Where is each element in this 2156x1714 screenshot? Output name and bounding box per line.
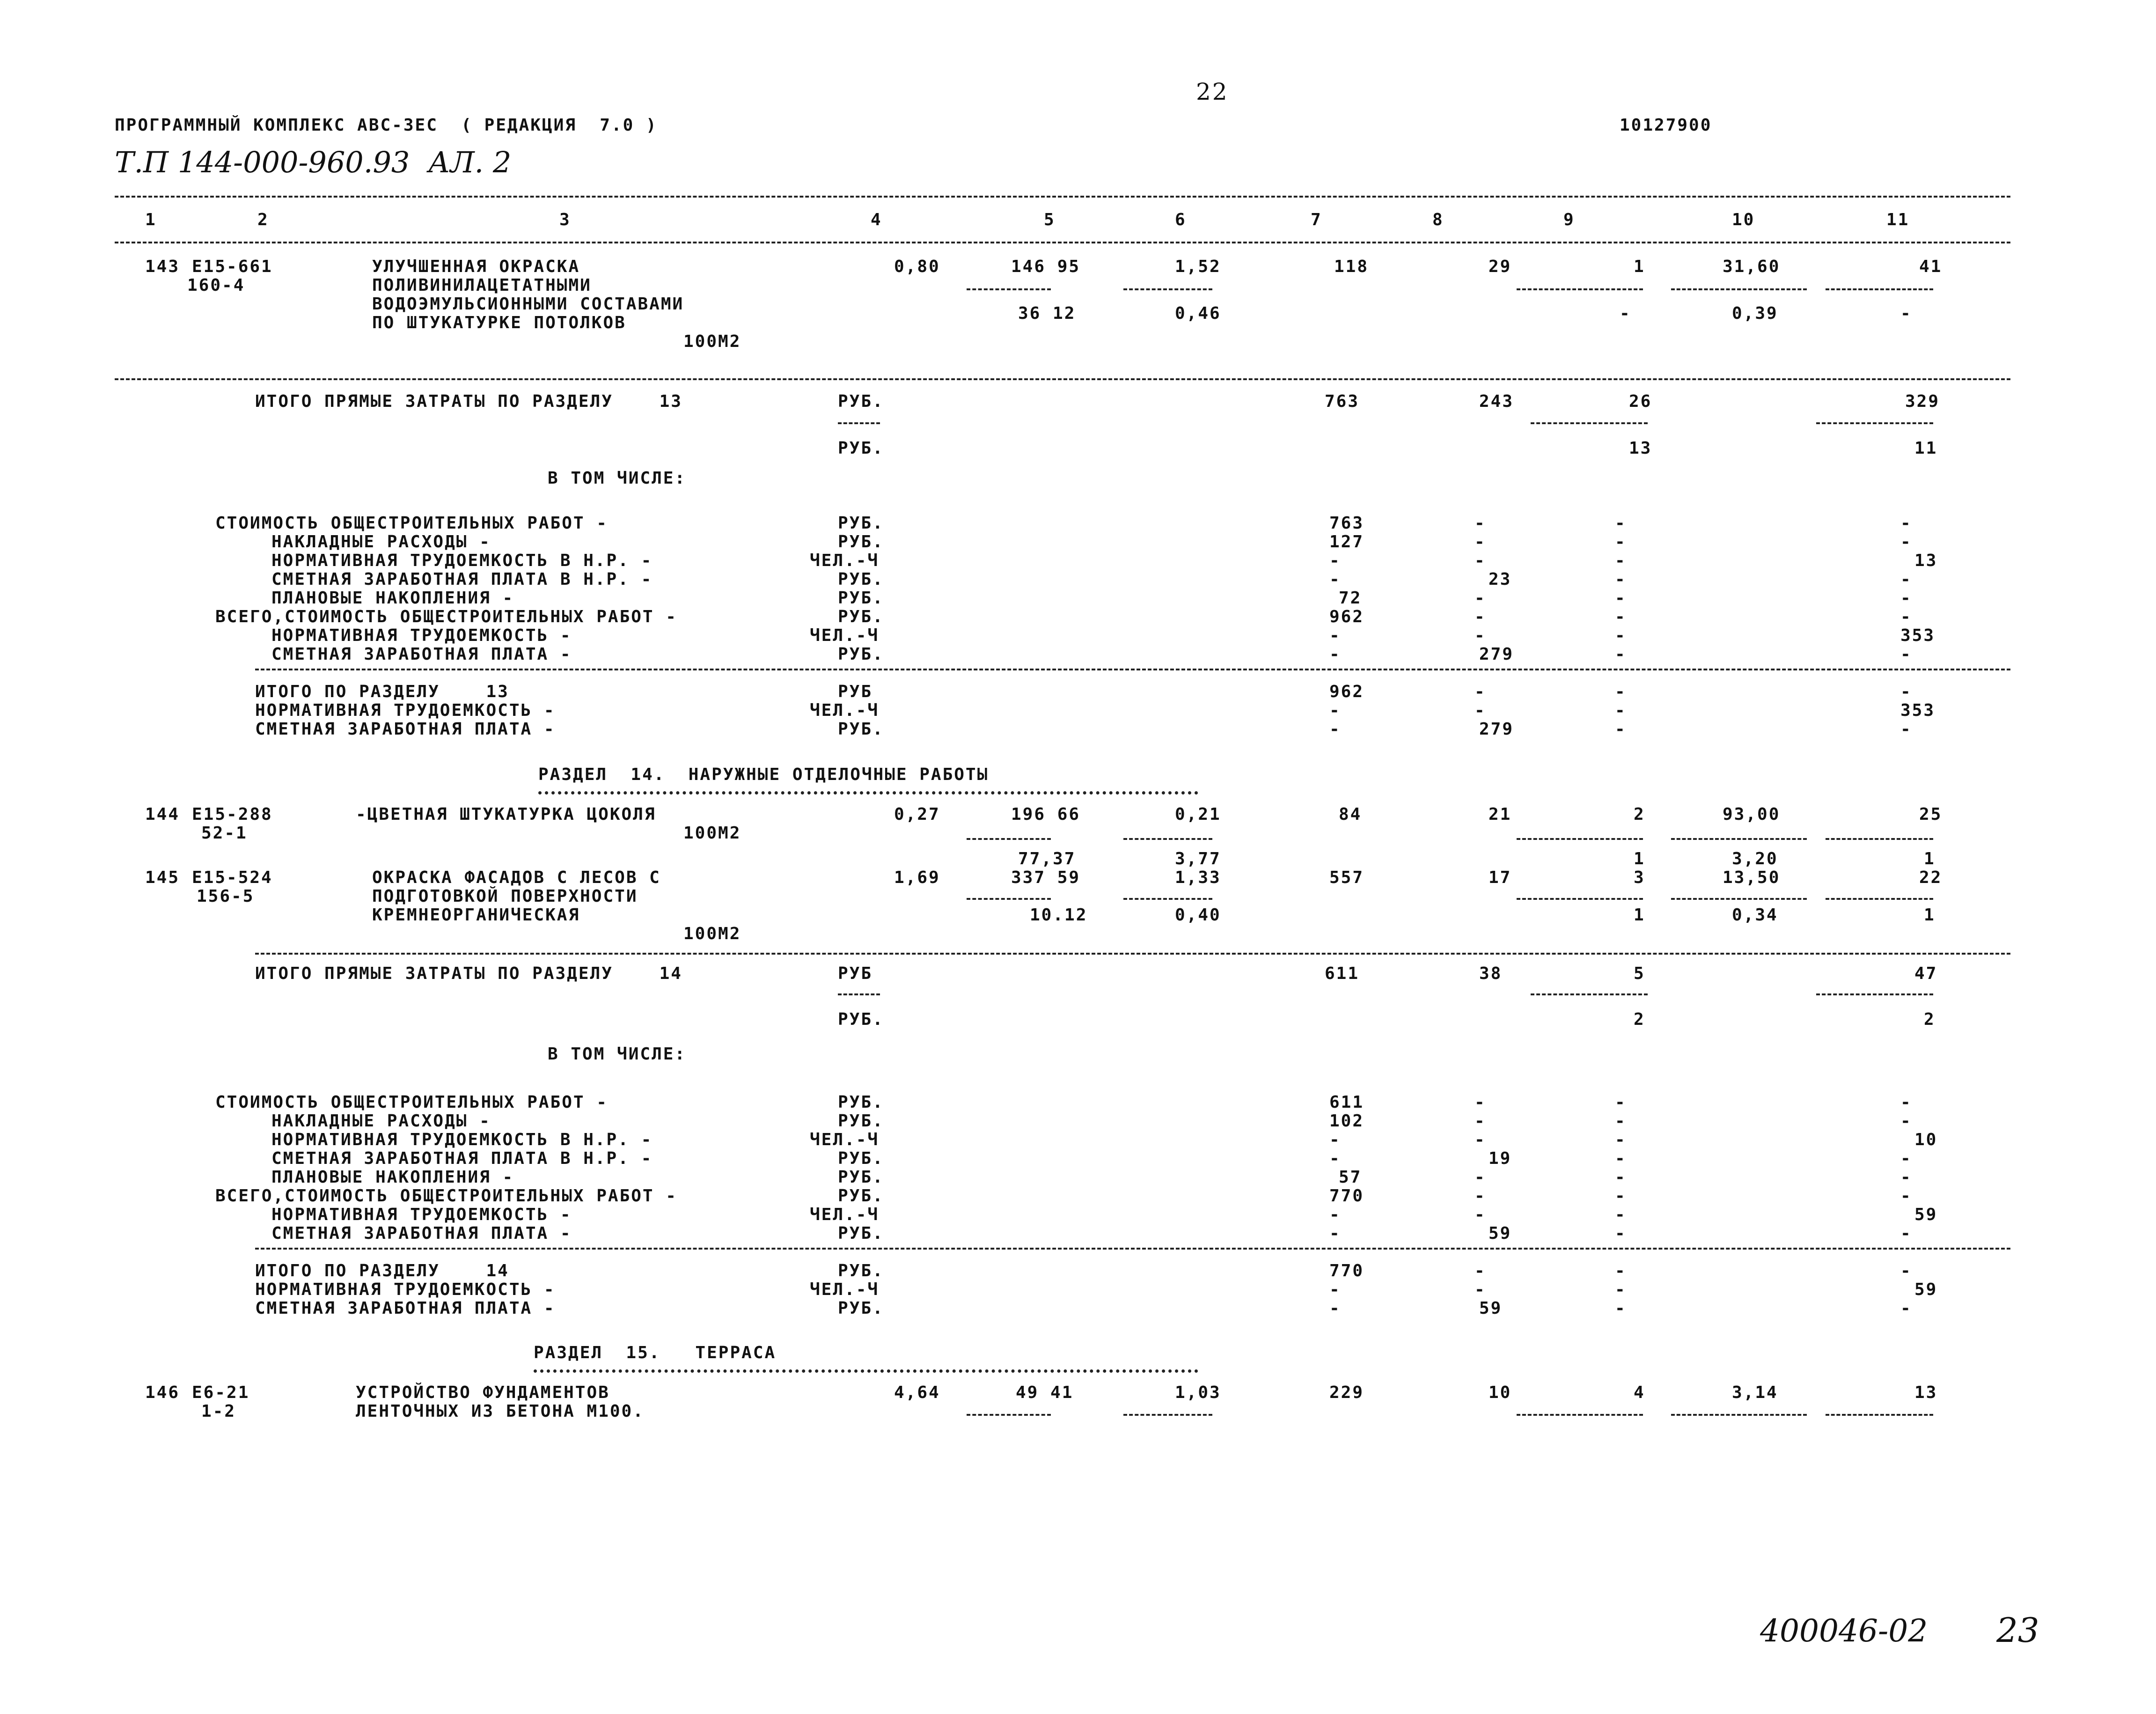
section-total-value-11: 353	[1900, 701, 1936, 720]
summary-row-value-11: 353	[1900, 626, 1936, 645]
section-total-value-9: -	[1615, 1299, 1627, 1318]
item-unit-price-sub: 36 12	[1018, 304, 1076, 323]
summary-row-unit: РУБ.	[838, 588, 884, 608]
column-header-2: 2	[257, 210, 269, 229]
summary-row-value-9: -	[1615, 588, 1627, 608]
item-number: 143	[145, 257, 180, 276]
summary-row-value-7: 127	[1329, 532, 1364, 552]
direct-costs-last-sub: 11	[1914, 439, 1938, 458]
summary-row-value-8: -	[1474, 1093, 1486, 1112]
direct-costs-unit: РУБ.	[838, 392, 884, 411]
section-total-value-8: 59	[1479, 1299, 1503, 1318]
item-total: 118	[1334, 257, 1369, 276]
section-total-value-9: -	[1615, 682, 1627, 701]
item-subrule	[1826, 838, 1933, 840]
summary-row-value-11: 13	[1914, 551, 1938, 570]
summary-row-value-8: -	[1474, 532, 1486, 552]
section-total-value-8: -	[1474, 1261, 1486, 1280]
summary-row-value-11: -	[1900, 514, 1912, 533]
item-description-line: ВОДОЭМУЛЬСИОННЫМИ СОСТАВАМИ	[372, 294, 684, 314]
item-unit: 100М2	[683, 332, 741, 351]
section-total-value-8: -	[1474, 1280, 1486, 1299]
direct-costs-machines-sub: 2	[1634, 1010, 1645, 1029]
item-description-line: УСТРОЙСТВО ФУНДАМЕНТОВ	[356, 1383, 610, 1402]
summary-row-value-7: -	[1329, 551, 1341, 570]
direct-costs-last-sub: 2	[1924, 1010, 1936, 1029]
summary-row-value-9: -	[1615, 1224, 1627, 1243]
summary-row-value-8: -	[1474, 588, 1486, 608]
unit-underline	[838, 422, 880, 424]
item-description-line: КРЕМНЕОРГАНИЧЕСКАЯ	[372, 905, 580, 925]
summary-row-label: НОРМАТИВНАЯ ТРУДОЕМКОСТЬ -	[271, 626, 572, 645]
including-heading: В ТОМ ЧИСЛЕ:	[548, 469, 687, 488]
item-subrule	[1671, 288, 1807, 290]
item-labor-sub: 0,40	[1175, 905, 1221, 925]
item-last-column-sub: -	[1900, 304, 1912, 323]
section-total-value-8: 279	[1479, 720, 1514, 739]
page-number: 22	[1196, 78, 1229, 105]
summary-row-value-7: 72	[1339, 588, 1362, 608]
item-machine-labor-sub: 0,34	[1732, 905, 1778, 925]
item-wage: 21	[1489, 805, 1512, 824]
section-total-value-8: -	[1474, 701, 1486, 720]
item-machine-labor: 93,00	[1723, 805, 1781, 824]
item-unit-price: 146 95	[1011, 257, 1081, 276]
item-subrule	[1517, 838, 1643, 840]
item-machine-labor-sub: 0,39	[1732, 304, 1778, 323]
column-header-7: 7	[1311, 210, 1322, 229]
column-header-bottom-rule	[115, 242, 2010, 243]
summary-row-value-8: -	[1474, 1186, 1486, 1206]
summary-row-value-7: 962	[1329, 607, 1364, 626]
column-header-6: 6	[1175, 210, 1187, 229]
item-last-column: 41	[1919, 257, 1943, 276]
item-labor: 1,33	[1175, 868, 1221, 887]
section-total-value-11: -	[1900, 1299, 1912, 1318]
item-wage: 29	[1489, 257, 1512, 276]
item-machines: 4	[1634, 1383, 1645, 1402]
column-header-10: 10	[1732, 210, 1755, 229]
summary-row-unit: РУБ.	[838, 607, 884, 626]
section-total-value-11: -	[1900, 682, 1912, 701]
summary-row-value-7: 57	[1339, 1168, 1362, 1187]
section-total-label: НОРМАТИВНАЯ ТРУДОЕМКОСТЬ -	[255, 1280, 556, 1299]
summary-row-value-11: -	[1900, 645, 1912, 664]
summary-row-value-8: 19	[1489, 1149, 1512, 1168]
item-subrule	[967, 838, 1051, 840]
item-quantity: 0,27	[894, 805, 940, 824]
item-labor: 0,21	[1175, 805, 1221, 824]
item-last-column: 22	[1919, 868, 1943, 887]
section-14-heading: РАЗДЕЛ 14. НАРУЖНЫЕ ОТДЕЛОЧНЫЕ РАБОТЫ	[538, 765, 989, 784]
summary-row-unit: ЧЕЛ.-Ч	[810, 1205, 880, 1224]
summary-row-value-9: -	[1615, 626, 1627, 645]
item-machine-labor: 13,50	[1723, 868, 1781, 887]
item-subrule	[1123, 288, 1212, 290]
direct-costs-subrule	[1531, 422, 1648, 424]
archive-stamp: 400046-02	[1760, 1613, 1928, 1649]
program-title: ПРОГРАММНЫЙ КОМПЛЕКС АВС-ЗЕС ( РЕДАКЦИЯ 7.0 )	[115, 116, 658, 135]
item-description-line: ПОЛИВИНИЛАЦЕТАТНЫМИ	[372, 276, 592, 295]
item-unit-price: 49 41	[1016, 1383, 1074, 1402]
summary-row-value-9: -	[1615, 514, 1627, 533]
section-14-underline	[538, 791, 1198, 794]
summary-row-value-9: -	[1615, 607, 1627, 626]
column-header-3: 3	[559, 210, 571, 229]
summary-row-value-8: -	[1474, 1168, 1486, 1187]
item-subrule	[967, 1414, 1051, 1416]
item-number: 145	[145, 868, 180, 887]
item-code: Е15-288	[192, 805, 273, 824]
item-description-line: ЛЕНТОЧНЫХ ИЗ БЕТОНА М100.	[356, 1402, 645, 1421]
item-machines: 1	[1634, 257, 1645, 276]
summary-row-value-11: -	[1900, 1149, 1912, 1168]
summary-row-unit: РУБ.	[838, 1224, 884, 1243]
summary-row-unit: ЧЕЛ.-Ч	[810, 1130, 880, 1149]
item-subrule	[967, 288, 1051, 290]
section-total-value-9: -	[1615, 720, 1627, 739]
summary-row-value-8: -	[1474, 551, 1486, 570]
item-wage: 10	[1489, 1383, 1512, 1402]
item-unit-price-sub: 10.12	[1030, 905, 1088, 925]
column-header-1: 1	[145, 210, 157, 229]
column-header-8: 8	[1432, 210, 1444, 229]
section-13-rule	[115, 378, 2010, 380]
summary-row-value-9: -	[1615, 1111, 1627, 1131]
summary-row-value-9: -	[1615, 645, 1627, 664]
column-header-11: 11	[1886, 210, 1910, 229]
item-last-column: 25	[1919, 805, 1943, 824]
direct-costs-wage: 38	[1479, 964, 1503, 983]
summary-row-value-7: -	[1329, 1130, 1341, 1149]
item-subrule	[1517, 898, 1643, 900]
item-last-column: 13	[1914, 1383, 1938, 1402]
column-header-9: 9	[1563, 210, 1575, 229]
direct-costs-subrule	[1531, 993, 1648, 995]
summary-row-value-8: 59	[1489, 1224, 1512, 1243]
item-description-line: ПО ШТУКАТУРКЕ ПОТОЛКОВ	[372, 313, 626, 332]
section-total-value-11: -	[1900, 1261, 1912, 1280]
item-description-line: УЛУЧШЕННАЯ ОКРАСКА	[372, 257, 580, 276]
summary-row-value-11: -	[1900, 588, 1912, 608]
item-number: 146	[145, 1383, 180, 1402]
section-total-value-7: 770	[1329, 1261, 1364, 1280]
item-subcode: 52-1	[201, 824, 248, 843]
summary-row-unit: РУБ.	[838, 1111, 884, 1131]
summary-row-unit: РУБ.	[838, 645, 884, 664]
including-heading: В ТОМ ЧИСЛЕ:	[548, 1045, 687, 1064]
summary-row-unit: РУБ.	[838, 570, 884, 589]
item-subrule	[1671, 1414, 1807, 1416]
summary-row-value-11: -	[1900, 1168, 1912, 1187]
section-total-unit: РУБ.	[838, 1261, 884, 1280]
item-subrule	[1671, 898, 1807, 900]
section-total-value-7: 962	[1329, 682, 1364, 701]
section-total-label: СМЕТНАЯ ЗАРАБОТНАЯ ПЛАТА -	[255, 720, 556, 739]
summary-row-label: НОРМАТИВНАЯ ТРУДОЕМКОСТЬ В Н.Р. -	[271, 1130, 653, 1149]
item-description-line: -ЦВЕТНАЯ ШТУКАТУРКА ЦОКОЛЯ	[356, 805, 656, 824]
item-last-column-sub: 1	[1924, 849, 1936, 868]
summary-row-value-11: -	[1900, 607, 1912, 626]
summary-row-value-9: -	[1615, 570, 1627, 589]
direct-costs-machines: 5	[1634, 964, 1645, 983]
item-labor-sub: 3,77	[1175, 849, 1221, 868]
item-description-line: ПОДГОТОВКОЙ ПОВЕРХНОСТИ	[372, 887, 638, 906]
summary-row-label: ВСЕГО,СТОИМОСТЬ ОБЩЕСТРОИТЕЛЬНЫХ РАБОТ -	[215, 607, 677, 626]
summary-row-label: СМЕТНАЯ ЗАРАБОТНАЯ ПЛАТА -	[271, 645, 572, 664]
section-15-heading: РАЗДЕЛ 15. ТЕРРАСА	[534, 1343, 777, 1362]
direct-costs-total: 611	[1325, 964, 1360, 983]
section-total-value-7: -	[1329, 720, 1341, 739]
item-subrule	[967, 898, 1051, 900]
summary-row-value-8: -	[1474, 626, 1486, 645]
summary-row-value-11: -	[1900, 532, 1912, 552]
item-wage: 17	[1489, 868, 1512, 887]
summary-row-value-7: -	[1329, 1224, 1341, 1243]
summary-row-label: НАКЛАДНЫЕ РАСХОДЫ -	[271, 1111, 491, 1131]
section-15-underline	[534, 1369, 1198, 1373]
item-machines-sub: 1	[1634, 849, 1645, 868]
item-subcode: 160-4	[187, 276, 245, 295]
summary-row-unit: ЧЕЛ.-Ч	[810, 626, 880, 645]
summary-row-value-9: -	[1615, 532, 1627, 552]
item-number: 144	[145, 805, 180, 824]
summary-row-value-9: -	[1615, 551, 1627, 570]
summary-row-unit: РУБ.	[838, 532, 884, 552]
summary-row-label: СТОИМОСТЬ ОБЩЕСТРОИТЕЛЬНЫХ РАБОТ -	[215, 514, 608, 533]
section-total-value-7: -	[1329, 1299, 1341, 1318]
item-machine-labor: 31,60	[1723, 257, 1781, 276]
summary-row-value-7: -	[1329, 1149, 1341, 1168]
summary-row-value-7: 102	[1329, 1111, 1364, 1131]
item-quantity: 0,80	[894, 257, 940, 276]
item-labor: 1,52	[1175, 257, 1221, 276]
summary-row-unit: РУБ.	[838, 514, 884, 533]
summary-row-value-7: -	[1329, 645, 1341, 664]
item-subcode: 156-5	[197, 887, 255, 906]
item-total: 229	[1329, 1383, 1364, 1402]
section-total-label: СМЕТНАЯ ЗАРАБОТНАЯ ПЛАТА -	[255, 1299, 556, 1318]
summary-row-unit: РУБ.	[838, 1168, 884, 1187]
item-labor: 1,03	[1175, 1383, 1221, 1402]
summary-row-label: ПЛАНОВЫЕ НАКОПЛЕНИЯ -	[271, 1168, 514, 1187]
section-total-label: НОРМАТИВНАЯ ТРУДОЕМКОСТЬ -	[255, 701, 556, 720]
direct-costs-unit-2: РУБ.	[838, 1010, 884, 1029]
summary-row-value-7: -	[1329, 626, 1341, 645]
summary-row-value-8: -	[1474, 1130, 1486, 1149]
item-subcode: 1-2	[201, 1402, 236, 1421]
section-total-value-9: -	[1615, 701, 1627, 720]
summary-row-value-9: -	[1615, 1205, 1627, 1224]
summary-row-unit: РУБ.	[838, 1149, 884, 1168]
item-subrule	[1826, 1414, 1933, 1416]
item-subrule	[1826, 288, 1933, 290]
summary-row-label: СТОИМОСТЬ ОБЩЕСТРОИТЕЛЬНЫХ РАБОТ -	[215, 1093, 608, 1112]
sheet-number: 23	[1996, 1611, 2039, 1650]
section-total-value-9: -	[1615, 1261, 1627, 1280]
summary-row-value-9: -	[1615, 1168, 1627, 1187]
item-subrule	[1517, 288, 1643, 290]
item-machines-sub: -	[1620, 304, 1631, 323]
item-machine-labor: 3,14	[1732, 1383, 1778, 1402]
summary-row-label: СМЕТНАЯ ЗАРАБОТНАЯ ПЛАТА -	[271, 1224, 572, 1243]
section-total-value-9: -	[1615, 1280, 1627, 1299]
direct-costs-last: 329	[1905, 392, 1940, 411]
direct-costs-machines-sub: 13	[1629, 439, 1652, 458]
handwritten-reference: Т.П 144-000-960.93 АЛ. 2	[115, 145, 512, 179]
item-subrule	[1826, 898, 1933, 900]
summary-row-unit: РУБ.	[838, 1186, 884, 1206]
item-labor-sub: 0,46	[1175, 304, 1221, 323]
summary-row-value-11: 59	[1914, 1205, 1938, 1224]
summary-row-unit: РУБ.	[838, 1093, 884, 1112]
column-header-4: 4	[871, 210, 882, 229]
section-total-label: ИТОГО ПО РАЗДЕЛУ 13	[255, 682, 509, 701]
item-unit: 100М2	[683, 924, 741, 943]
item-total: 557	[1329, 868, 1364, 887]
section-total-unit: РУБ	[838, 682, 873, 701]
column-header-5: 5	[1044, 210, 1056, 229]
item-unit: 100М2	[683, 824, 741, 843]
summary-row-value-7: 763	[1329, 514, 1364, 533]
item-code: Е15-524	[192, 868, 273, 887]
summary-row-value-8: -	[1474, 1205, 1486, 1224]
item-code: Е15-661	[192, 257, 273, 276]
unit-underline	[838, 993, 880, 995]
section-total-value-11: 59	[1914, 1280, 1938, 1299]
section-total-unit: ЧЕЛ.-Ч	[810, 1280, 880, 1299]
summary-row-value-7: -	[1329, 570, 1341, 589]
direct-costs-last: 47	[1914, 964, 1938, 983]
summary-row-unit: ЧЕЛ.-Ч	[810, 551, 880, 570]
item-unit-price: 337 59	[1011, 868, 1081, 887]
section-total-value-8: -	[1474, 682, 1486, 701]
item-code: Е6-21	[192, 1383, 250, 1402]
direct-costs-machines: 26	[1629, 392, 1652, 411]
summary-row-value-11: -	[1900, 1186, 1912, 1206]
summary-row-value-8: -	[1474, 514, 1486, 533]
section-13-total-rule	[255, 669, 2010, 670]
summary-row-value-11: -	[1900, 570, 1912, 589]
item-total: 84	[1339, 805, 1362, 824]
summary-row-label: ПЛАНОВЫЕ НАКОПЛЕНИЯ -	[271, 588, 514, 608]
summary-row-value-9: -	[1615, 1130, 1627, 1149]
summary-row-value-8: 279	[1479, 645, 1514, 664]
summary-row-value-8: -	[1474, 607, 1486, 626]
item-quantity: 4,64	[894, 1383, 940, 1402]
summary-row-value-11: 10	[1914, 1130, 1938, 1149]
summary-row-label: ВСЕГО,СТОИМОСТЬ ОБЩЕСТРОИТЕЛЬНЫХ РАБОТ -	[215, 1186, 677, 1206]
direct-costs-total: 763	[1325, 392, 1360, 411]
direct-costs-wage: 243	[1479, 392, 1514, 411]
item-description-line: ОКРАСКА ФАСАДОВ С ЛЕСОВ С	[372, 868, 661, 887]
column-header-top-rule	[115, 196, 2010, 198]
section-total-value-7: -	[1329, 1280, 1341, 1299]
summary-row-label: СМЕТНАЯ ЗАРАБОТНАЯ ПЛАТА В Н.Р. -	[271, 570, 653, 589]
summary-row-value-7: -	[1329, 1205, 1341, 1224]
item-unit-price-sub: 77,37	[1018, 849, 1076, 868]
summary-row-value-11: -	[1900, 1224, 1912, 1243]
section-14-total-rule	[255, 1248, 2010, 1250]
direct-costs-subrule	[1816, 422, 1933, 424]
summary-row-value-8: -	[1474, 1111, 1486, 1131]
section-14-rule	[255, 953, 2010, 955]
direct-costs-unit-2: РУБ.	[838, 439, 884, 458]
summary-row-label: НОРМАТИВНАЯ ТРУДОЕМКОСТЬ В Н.Р. -	[271, 551, 653, 570]
direct-costs-label: ИТОГО ПРЯМЫЕ ЗАТРАТЫ ПО РАЗДЕЛУ 13	[255, 392, 682, 411]
summary-row-label: НОРМАТИВНАЯ ТРУДОЕМКОСТЬ -	[271, 1205, 572, 1224]
item-subrule	[1123, 838, 1212, 840]
summary-row-value-8: 23	[1489, 570, 1512, 589]
item-subrule	[1123, 898, 1212, 900]
summary-row-value-9: -	[1615, 1093, 1627, 1112]
item-subrule	[1123, 1414, 1212, 1416]
summary-row-value-7: 770	[1329, 1186, 1364, 1206]
item-last-column-sub: 1	[1924, 905, 1936, 925]
item-unit-price: 196 66	[1011, 805, 1081, 824]
section-total-value-11: -	[1900, 720, 1912, 739]
section-total-unit: РУБ.	[838, 1299, 884, 1318]
item-subrule	[1671, 838, 1807, 840]
item-machines-sub: 1	[1634, 905, 1645, 925]
direct-costs-unit: РУБ	[838, 964, 873, 983]
summary-row-value-11: -	[1900, 1093, 1912, 1112]
item-quantity: 1,69	[894, 868, 940, 887]
summary-row-value-9: -	[1615, 1186, 1627, 1206]
summary-row-value-9: -	[1615, 1149, 1627, 1168]
direct-costs-label: ИТОГО ПРЯМЫЕ ЗАТРАТЫ ПО РАЗДЕЛУ 14	[255, 964, 682, 983]
summary-row-label: НАКЛАДНЫЕ РАСХОДЫ -	[271, 532, 491, 552]
summary-row-value-11: -	[1900, 1111, 1912, 1131]
item-machine-labor-sub: 3,20	[1732, 849, 1778, 868]
document-id: 10127900	[1620, 116, 1712, 135]
section-total-unit: РУБ.	[838, 720, 884, 739]
direct-costs-subrule	[1816, 993, 1933, 995]
summary-row-value-7: 611	[1329, 1093, 1364, 1112]
item-machines: 3	[1634, 868, 1645, 887]
section-total-unit: ЧЕЛ.-Ч	[810, 701, 880, 720]
section-total-value-7: -	[1329, 701, 1341, 720]
item-machines: 2	[1634, 805, 1645, 824]
item-subrule	[1517, 1414, 1643, 1416]
summary-row-label: СМЕТНАЯ ЗАРАБОТНАЯ ПЛАТА В Н.Р. -	[271, 1149, 653, 1168]
section-total-label: ИТОГО ПО РАЗДЕЛУ 14	[255, 1261, 509, 1280]
